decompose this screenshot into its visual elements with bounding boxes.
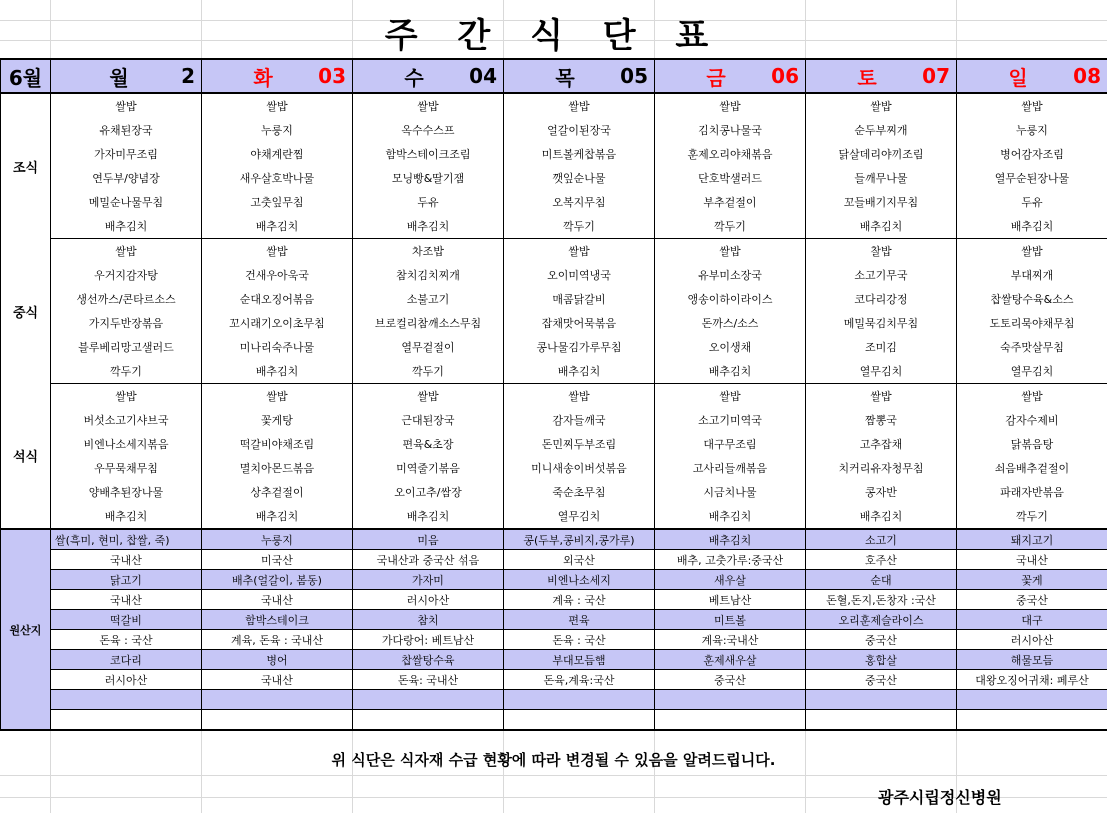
- page-title: 주 간 식 단 표: [384, 16, 723, 56]
- menu-item: 모닝빵&딸기잼: [353, 166, 504, 190]
- origin-name-row: [1, 610, 1107, 630]
- origin-item-value: 중국산: [806, 670, 957, 690]
- empty-cell: [655, 690, 806, 710]
- day-name: 화: [253, 65, 273, 90]
- menu-item: 쌀밥: [957, 93, 1107, 118]
- menu-item: 두유: [957, 190, 1107, 214]
- day-name: 토: [857, 65, 877, 90]
- menu-item: 고춧잎무침: [202, 190, 353, 214]
- menu-item: 치커리유자청무침: [806, 456, 957, 480]
- menu-item: 고사리들깨볶음: [655, 456, 806, 480]
- menu-item: 찰밥: [806, 239, 957, 264]
- origin-item-value: 대왕오징어귀채: 페루산: [957, 670, 1107, 690]
- menu-item: 닭볶음탕: [957, 432, 1107, 456]
- menu-item: 오이고추/쌈장: [353, 480, 504, 504]
- origin-name-row: [1, 650, 1107, 670]
- menu-item: 쌀밥: [51, 93, 202, 118]
- menu-item: 양배추된장나물: [51, 480, 202, 504]
- menu-row: [1, 118, 1107, 142]
- change-notice: 위 식단은 식자재 수급 현황에 따라 변경될 수 있음을 알려드립니다.: [331, 751, 776, 769]
- origin-item-name: 누룽지: [202, 529, 353, 550]
- menu-item: 배추김치: [202, 504, 353, 529]
- menu-item: 쌀밥: [957, 384, 1107, 409]
- menu-item: 가자미무조림: [51, 142, 202, 166]
- menu-item: 우무묵채무침: [51, 456, 202, 480]
- menu-item: 쌀밥: [353, 384, 504, 409]
- menu-item: 깍두기: [51, 359, 202, 384]
- weekly-menu-table: [0, 58, 1107, 731]
- menu-item: 쌀밥: [202, 93, 353, 118]
- menu-item: 쌀밥: [806, 384, 957, 409]
- origin-value-row: [1, 670, 1107, 690]
- empty-cell: [957, 690, 1107, 710]
- origin-item-value: 국내산과 중국산 섞음: [353, 550, 504, 570]
- day-name: 수: [404, 65, 424, 90]
- origin-item-name: 홍합살: [806, 650, 957, 670]
- menu-item: 배추김치: [957, 214, 1107, 239]
- day-header-1: [51, 59, 202, 93]
- menu-item: 소불고기: [353, 287, 504, 311]
- empty-cell: [957, 710, 1107, 731]
- empty-cell: [353, 690, 504, 710]
- meal-label-0: 조식: [1, 93, 51, 239]
- origin-item-value: 국내산: [51, 590, 202, 610]
- menu-item: 순대오징어볶음: [202, 287, 353, 311]
- origin-item-value: 러시아산: [957, 630, 1107, 650]
- origin-item-name: 대구: [957, 610, 1107, 630]
- day-header-5: [655, 59, 806, 93]
- menu-item: 오복지무침: [504, 190, 655, 214]
- menu-item: 미트볼케찹볶음: [504, 142, 655, 166]
- origin-item-value: 돈육 : 국산: [51, 630, 202, 650]
- origin-item-name: 꽃게: [957, 570, 1107, 590]
- origin-item-value: 돈혈,돈지,돈창자 :국산: [806, 590, 957, 610]
- menu-item: 야채계란찜: [202, 142, 353, 166]
- origin-item-value: 베트남산: [655, 590, 806, 610]
- origin-item-name: 해물모듬: [957, 650, 1107, 670]
- menu-item: 상추겉절이: [202, 480, 353, 504]
- day-date: 06: [771, 64, 799, 88]
- hospital-name: 광주시립정신병원: [878, 788, 1002, 807]
- day-name: 목: [555, 65, 575, 90]
- menu-item: 쌀밥: [504, 93, 655, 118]
- menu-item: 멸치아몬드볶음: [202, 456, 353, 480]
- menu-row: [1, 190, 1107, 214]
- menu-item: 꽃게탕: [202, 408, 353, 432]
- origin-item-value: 국내산: [202, 590, 353, 610]
- menu-item: 열무순된장나물: [957, 166, 1107, 190]
- menu-item: 열무겉절이: [353, 335, 504, 359]
- origin-item-value: 러시아산: [51, 670, 202, 690]
- menu-item: 병어감자조림: [957, 142, 1107, 166]
- origin-item-name: 부대모듬햄: [504, 650, 655, 670]
- menu-item: 돈까스/소스: [655, 311, 806, 335]
- menu-item: 깍두기: [504, 214, 655, 239]
- menu-item: 깻잎순나물: [504, 166, 655, 190]
- menu-item: 오이미역냉국: [504, 263, 655, 287]
- origin-item-name: 소고기: [806, 529, 957, 550]
- menu-item: 떡갈비야채조림: [202, 432, 353, 456]
- menu-item: 누룽지: [957, 118, 1107, 142]
- menu-item: 쌀밥: [504, 384, 655, 409]
- menu-item: 조미김: [806, 335, 957, 359]
- menu-item: 배추김치: [202, 359, 353, 384]
- origin-item-name: 돼지고기: [957, 529, 1107, 550]
- day-name: 월: [109, 65, 129, 90]
- menu-item: 꼬들배기지무침: [806, 190, 957, 214]
- origin-item-name: 닭고기: [51, 570, 202, 590]
- menu-item: 우거지감자탕: [51, 263, 202, 287]
- menu-item: 대구무조림: [655, 432, 806, 456]
- menu-item: 배추김치: [806, 214, 957, 239]
- menu-item: 쌀밥: [806, 93, 957, 118]
- origin-name-row: [1, 529, 1107, 550]
- menu-row: [1, 384, 1107, 409]
- origin-item-value: 돈육: 국내산: [353, 670, 504, 690]
- menu-item: 배추김치: [51, 504, 202, 529]
- empty-cell: [51, 710, 202, 731]
- menu-item: 브로컬리참깨소스무침: [353, 311, 504, 335]
- origin-value-row: [1, 590, 1107, 610]
- menu-item: 열무김치: [957, 359, 1107, 384]
- menu-item: 도토리묵야채무침: [957, 311, 1107, 335]
- origin-item-value: 계육:국내산: [655, 630, 806, 650]
- origin-item-name: 훈제새우살: [655, 650, 806, 670]
- origin-item-value: 중국산: [957, 590, 1107, 610]
- menu-item: 쌀밥: [202, 384, 353, 409]
- origin-item-name: 오리훈제슬라이스: [806, 610, 957, 630]
- menu-item: 깍두기: [353, 359, 504, 384]
- menu-item: 편육&초장: [353, 432, 504, 456]
- origin-item-name: 코다리: [51, 650, 202, 670]
- menu-row: [1, 359, 1107, 384]
- day-name: 금: [706, 65, 726, 90]
- origin-item-name: 찹쌀탕수육: [353, 650, 504, 670]
- menu-item: 건새우아욱국: [202, 263, 353, 287]
- menu-item: 잡채맛어묵볶음: [504, 311, 655, 335]
- menu-row: [1, 335, 1107, 359]
- origin-item-value: 국내산: [51, 550, 202, 570]
- menu-row: [1, 214, 1107, 239]
- menu-item: 열무김치: [806, 359, 957, 384]
- menu-item: 부대찌개: [957, 263, 1107, 287]
- menu-item: 소고기무국: [806, 263, 957, 287]
- menu-item: 메밀묵김치무침: [806, 311, 957, 335]
- origin-value-row: [1, 630, 1107, 650]
- menu-item: 두유: [353, 190, 504, 214]
- origin-item-value: 계육 : 국산: [504, 590, 655, 610]
- empty-cell: [353, 710, 504, 731]
- menu-item: 연두부/양념장: [51, 166, 202, 190]
- day-header-6: [806, 59, 957, 93]
- menu-item: 미역줄기볶음: [353, 456, 504, 480]
- menu-item: 고추잡채: [806, 432, 957, 456]
- menu-item: 쌀밥: [655, 384, 806, 409]
- origin-item-name: 새우살: [655, 570, 806, 590]
- origin-item-name: 배추김치: [655, 529, 806, 550]
- menu-item: 옥수수스프: [353, 118, 504, 142]
- menu-item: 쌀밥: [353, 93, 504, 118]
- day-header-row: [1, 59, 1107, 93]
- menu-item: 배추김치: [806, 504, 957, 529]
- menu-item: 메밀순나물무침: [51, 190, 202, 214]
- origin-item-name: 가자미: [353, 570, 504, 590]
- menu-item: 앵송이하이라이스: [655, 287, 806, 311]
- day-header-3: [353, 59, 504, 93]
- menu-item: 함박스테이크조림: [353, 142, 504, 166]
- menu-item: 미니새송이버섯볶음: [504, 456, 655, 480]
- menu-item: 누룽지: [202, 118, 353, 142]
- menu-row: [1, 408, 1107, 432]
- empty-cell: [504, 710, 655, 731]
- menu-item: 배추김치: [51, 214, 202, 239]
- origin-item-value: 외국산: [504, 550, 655, 570]
- menu-item: 김치콩나물국: [655, 118, 806, 142]
- menu-item: 감자수제비: [957, 408, 1107, 432]
- menu-item: 코다리강정: [806, 287, 957, 311]
- menu-item: 쌀밥: [51, 239, 202, 264]
- origin-item-value: 미국산: [202, 550, 353, 570]
- menu-item: 쇠음배추겉절이: [957, 456, 1107, 480]
- menu-row: [1, 287, 1107, 311]
- menu-item: 찹쌀탕수육&소스: [957, 287, 1107, 311]
- menu-item: 부추겉절이: [655, 190, 806, 214]
- origin-value-row: [1, 550, 1107, 570]
- origin-item-value: 중국산: [655, 670, 806, 690]
- menu-item: 파래자반볶음: [957, 480, 1107, 504]
- menu-item: 쌀밥: [655, 239, 806, 264]
- origin-name-row: [1, 570, 1107, 590]
- menu-item: 오이생채: [655, 335, 806, 359]
- menu-item: 생선까스/콘타르소스: [51, 287, 202, 311]
- menu-item: 쌀밥: [51, 384, 202, 409]
- origin-item-value: 계육, 돈육 : 국내산: [202, 630, 353, 650]
- menu-item: 소고기미역국: [655, 408, 806, 432]
- menu-item: 시금치나물: [655, 480, 806, 504]
- menu-item: 쌀밥: [957, 239, 1107, 264]
- menu-row: [1, 504, 1107, 529]
- origin-item-name: 배추(얼갈이, 봄동): [202, 570, 353, 590]
- origin-item-name: 미트볼: [655, 610, 806, 630]
- origin-item-name: 순대: [806, 570, 957, 590]
- menu-item: 차조밥: [353, 239, 504, 264]
- menu-item: 새우살호박나물: [202, 166, 353, 190]
- menu-item: 닭살데리야끼조림: [806, 142, 957, 166]
- day-header-4: [504, 59, 655, 93]
- origin-item-name: 병어: [202, 650, 353, 670]
- menu-item: 숙주맛살무침: [957, 335, 1107, 359]
- menu-row: [1, 432, 1107, 456]
- menu-item: 훈제오리야채볶음: [655, 142, 806, 166]
- menu-item: 돈민찌두부조림: [504, 432, 655, 456]
- menu-item: 유부미소장국: [655, 263, 806, 287]
- day-header-7: [957, 59, 1107, 93]
- menu-item: 배추김치: [353, 214, 504, 239]
- day-date: 03: [318, 64, 346, 88]
- menu-row: [1, 263, 1107, 287]
- menu-row: [1, 456, 1107, 480]
- menu-row: [1, 166, 1107, 190]
- menu-item: 가지두반장볶음: [51, 311, 202, 335]
- menu-item: 근대된장국: [353, 408, 504, 432]
- menu-item: 단호박샐러드: [655, 166, 806, 190]
- meal-label-2: 석식: [1, 384, 51, 530]
- origin-item-value: 돈육 : 국산: [504, 630, 655, 650]
- menu-item: 유채된장국: [51, 118, 202, 142]
- empty-cell: [202, 710, 353, 731]
- origin-item-value: 가다랑어: 베트남산: [353, 630, 504, 650]
- origin-item-name: 미음: [353, 529, 504, 550]
- origin-label: 원산지: [1, 529, 51, 730]
- menu-item: 짬뽕국: [806, 408, 957, 432]
- empty-cell: [51, 690, 202, 710]
- menu-row: [1, 239, 1107, 264]
- day-header-2: [202, 59, 353, 93]
- menu-item: 매콤닭갈비: [504, 287, 655, 311]
- menu-item: 쌀밥: [504, 239, 655, 264]
- menu-item: 깍두기: [957, 504, 1107, 529]
- origin-item-value: 러시아산: [353, 590, 504, 610]
- day-name: 일: [1008, 65, 1028, 90]
- origin-item-name: 콩(두부,콩비지,콩가루): [504, 529, 655, 550]
- menu-item: 감자들깨국: [504, 408, 655, 432]
- menu-row: [1, 480, 1107, 504]
- origin-item-value: 배추, 고춧가루:중국산: [655, 550, 806, 570]
- origin-item-name: 떡갈비: [51, 610, 202, 630]
- meal-label-1: 중식: [1, 239, 51, 384]
- month-label: 6월: [1, 59, 51, 93]
- menu-row: [1, 93, 1107, 118]
- origin-item-name: 참치: [353, 610, 504, 630]
- empty-cell: [806, 690, 957, 710]
- menu-item: 배추김치: [202, 214, 353, 239]
- menu-item: 꼬시래기오이초무침: [202, 311, 353, 335]
- menu-item: 쌀밥: [655, 93, 806, 118]
- menu-item: 블루베리망고샐러드: [51, 335, 202, 359]
- menu-row: [1, 311, 1107, 335]
- day-date: 07: [922, 64, 950, 88]
- menu-item: 깍두기: [655, 214, 806, 239]
- menu-item: 비엔나소세지볶음: [51, 432, 202, 456]
- origin-item-value: 국내산: [957, 550, 1107, 570]
- menu-item: 열무김치: [504, 504, 655, 529]
- menu-item: 참치김치찌개: [353, 263, 504, 287]
- origin-item-name: 함박스테이크: [202, 610, 353, 630]
- menu-item: 배추김치: [655, 504, 806, 529]
- empty-cell: [202, 690, 353, 710]
- origin-item-value: 돈육,계육:국산: [504, 670, 655, 690]
- day-date: 04: [469, 64, 497, 88]
- menu-row: [1, 142, 1107, 166]
- day-date: 05: [620, 64, 648, 88]
- origin-item-name: 쌀(흑미, 현미, 찹쌀, 죽): [51, 529, 202, 550]
- menu-item: 들깨무나물: [806, 166, 957, 190]
- empty-cell: [655, 710, 806, 731]
- origin-item-name: 편육: [504, 610, 655, 630]
- menu-item: 배추김치: [655, 359, 806, 384]
- empty-cell: [504, 690, 655, 710]
- menu-item: 배추김치: [353, 504, 504, 529]
- origin-item-name: 비엔나소세지: [504, 570, 655, 590]
- menu-item: 쌀밥: [202, 239, 353, 264]
- menu-item: 콩자반: [806, 480, 957, 504]
- menu-item: 콩나물김가루무침: [504, 335, 655, 359]
- menu-item: 순두부찌개: [806, 118, 957, 142]
- menu-item: 버섯소고기샤브국: [51, 408, 202, 432]
- origin-empty-row: [1, 710, 1107, 731]
- menu-item: 얼갈이된장국: [504, 118, 655, 142]
- day-date: 08: [1073, 64, 1101, 88]
- origin-item-value: 호주산: [806, 550, 957, 570]
- origin-item-value: 중국산: [806, 630, 957, 650]
- menu-item: 죽순초무침: [504, 480, 655, 504]
- day-date: 2: [181, 64, 195, 88]
- empty-cell: [806, 710, 957, 731]
- origin-item-value: 국내산: [202, 670, 353, 690]
- menu-item: 미나리숙주나물: [202, 335, 353, 359]
- menu-item: 배추김치: [504, 359, 655, 384]
- origin-empty-row: [1, 690, 1107, 710]
